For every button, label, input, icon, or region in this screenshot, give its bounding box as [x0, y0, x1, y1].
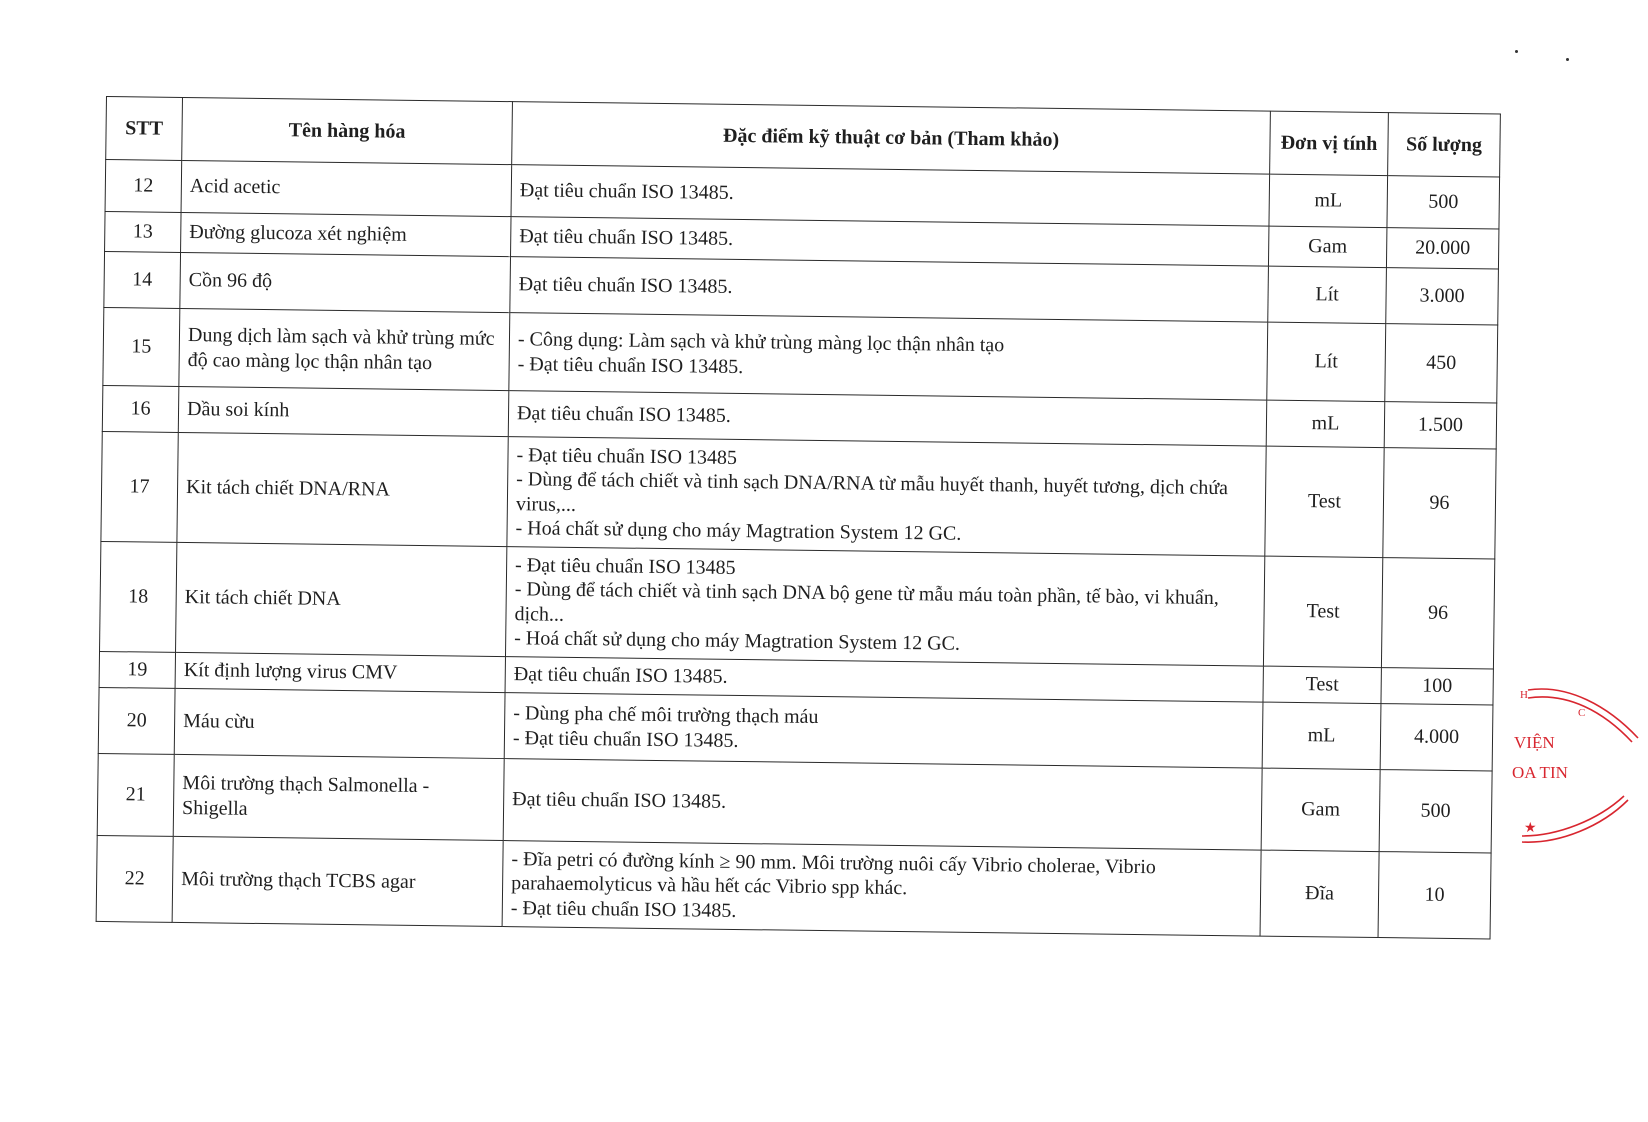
- row-spec: [502, 841, 1261, 937]
- row-spec: [503, 759, 1262, 851]
- row-name: Môi trường thạch Salmonella - Shigella: [173, 754, 504, 840]
- row-name: Dung dịch làm sạch và khử trùng mức độ cao màng lọc thận nhân tạo: [179, 308, 510, 390]
- row-stt: 16: [102, 385, 179, 432]
- goods-table: [96, 96, 1501, 939]
- row-name: Cồn 96 độ: [180, 252, 511, 312]
- row-unit: mL: [1262, 702, 1381, 769]
- row-name: Môi trường thạch TCBS agar: [172, 836, 503, 926]
- row-stt: 14: [104, 251, 181, 308]
- svg-text:H: H: [1520, 689, 1528, 701]
- svg-text:C: C: [1578, 707, 1586, 719]
- header-qty: Số lượng: [1388, 113, 1501, 177]
- row-stt: 20: [98, 687, 175, 754]
- spec-line: - Đạt tiêu chuẩn ISO 13485.: [510, 896, 737, 922]
- speck-mark: [1515, 50, 1518, 53]
- row-unit: Lít: [1267, 322, 1386, 401]
- row-unit: Đĩa: [1260, 850, 1379, 937]
- svg-text:OA TIN: OA TIN: [1512, 763, 1568, 782]
- row-spec: [511, 165, 1270, 227]
- row-unit: mL: [1266, 400, 1385, 447]
- row-unit: Gam: [1268, 226, 1386, 267]
- row-unit: Test: [1263, 556, 1382, 667]
- table-row: [101, 431, 1496, 559]
- row-stt: 22: [96, 835, 173, 922]
- header-spec: Đặc điểm kỹ thuật cơ bản (Tham khảo): [512, 102, 1271, 175]
- row-stt: 15: [103, 307, 180, 386]
- spec-line: Đạt tiêu chuẩn ISO 13485.: [516, 402, 732, 428]
- spec-line: Đạt tiêu chuẩn ISO 13485.: [512, 788, 727, 814]
- spec-line: - Đạt tiêu chuẩn ISO 13485: [516, 443, 738, 469]
- row-stt: 21: [97, 753, 174, 836]
- spec-line: - Dùng để tách chiết và tinh sạch DNA bộ gene từ mẫu máu toàn phần, tế bào, vi khuẩn, dịch...: [514, 578, 1219, 626]
- spec-line: - Dùng pha chế môi trường thạch máu: [513, 702, 819, 729]
- table-body: [96, 160, 1499, 939]
- row-qty: 4.000: [1380, 704, 1493, 771]
- row-qty: 100: [1381, 668, 1493, 705]
- row-name: Dầu soi kính: [178, 386, 509, 436]
- row-unit: Test: [1263, 666, 1381, 703]
- svg-text:★: ★: [1524, 821, 1537, 836]
- table-row: [96, 835, 1491, 939]
- row-unit: Gam: [1261, 768, 1380, 851]
- row-unit: Test: [1265, 446, 1384, 557]
- row-name: Acid acetic: [181, 160, 512, 216]
- row-qty: 500: [1379, 770, 1492, 853]
- row-unit: Lít: [1268, 266, 1387, 323]
- row-qty: 3.000: [1386, 268, 1499, 325]
- row-qty: 10: [1378, 852, 1491, 939]
- spec-line: - Dùng để tách chiết và tinh sạch DNA/RNA từ mẫu huyết thanh, huyết tương, dịch chứa virus,...: [515, 468, 1229, 516]
- spec-line: - Hoá chất sử dụng cho máy Magtration System 12 GC.: [515, 517, 962, 545]
- row-qty: 450: [1385, 324, 1498, 403]
- red-seal-stamp: [1512, 686, 1648, 856]
- row-spec: [504, 693, 1263, 769]
- header-name: Tên hàng hóa: [182, 97, 513, 164]
- row-qty: 96: [1381, 558, 1494, 669]
- row-spec: [509, 313, 1268, 401]
- table-row: [100, 541, 1495, 669]
- spec-line: Đạt tiêu chuẩn ISO 13485.: [518, 273, 733, 299]
- spec-line: - Đĩa petri có đường kính ≥ 90 mm. Môi trường nuôi cấy Vibrio cholerae, Vibrio parahaemolyticus và hầu hết các Vibrio spp khác.: [510, 848, 1156, 900]
- row-name: Máu cừu: [174, 688, 505, 758]
- row-name: Đường glucoza xét nghiệm: [181, 212, 511, 256]
- row-name: Kit tách chiết DNA/RNA: [177, 432, 508, 546]
- row-qty: 96: [1383, 448, 1496, 559]
- row-stt: 12: [105, 160, 182, 213]
- spec-line: Đạt tiêu chuẩn ISO 13485.: [519, 225, 734, 251]
- spec-line: - Công dụng: Làm sạch và khử trùng màng lọc thận nhân tạo: [517, 328, 1005, 357]
- spec-line: - Đạt tiêu chuẩn ISO 13485.: [512, 726, 739, 752]
- spec-line: - Đạt tiêu chuẩn ISO 13485: [515, 553, 736, 579]
- row-stt: 13: [105, 211, 181, 252]
- svg-text:VIỆN: VIỆN: [1514, 733, 1555, 752]
- row-qty: 500: [1387, 176, 1500, 229]
- header-unit: Đơn vị tính: [1270, 111, 1389, 175]
- row-spec: [507, 437, 1266, 557]
- row-spec: [505, 547, 1264, 667]
- header-stt: STT: [106, 97, 183, 161]
- spec-line: Đạt tiêu chuẩn ISO 13485.: [513, 663, 728, 689]
- spec-line: Đạt tiêu chuẩn ISO 13485.: [519, 179, 734, 205]
- row-qty: 20.000: [1386, 228, 1498, 269]
- row-name: Kit tách chiết DNA: [176, 542, 507, 656]
- row-qty: 1.500: [1384, 402, 1497, 449]
- row-stt: 19: [99, 651, 175, 688]
- row-unit: mL: [1269, 174, 1388, 227]
- row-spec: [510, 257, 1269, 323]
- speck-mark: [1566, 58, 1569, 61]
- spec-line: - Hoá chất sử dụng cho máy Magtration System 12 GC.: [514, 627, 961, 655]
- row-stt: 17: [101, 431, 178, 542]
- row-stt: 18: [100, 541, 177, 652]
- row-name: Kít định lượng virus CMV: [175, 652, 505, 692]
- spec-line: - Đạt tiêu chuẩn ISO 13485.: [517, 352, 744, 378]
